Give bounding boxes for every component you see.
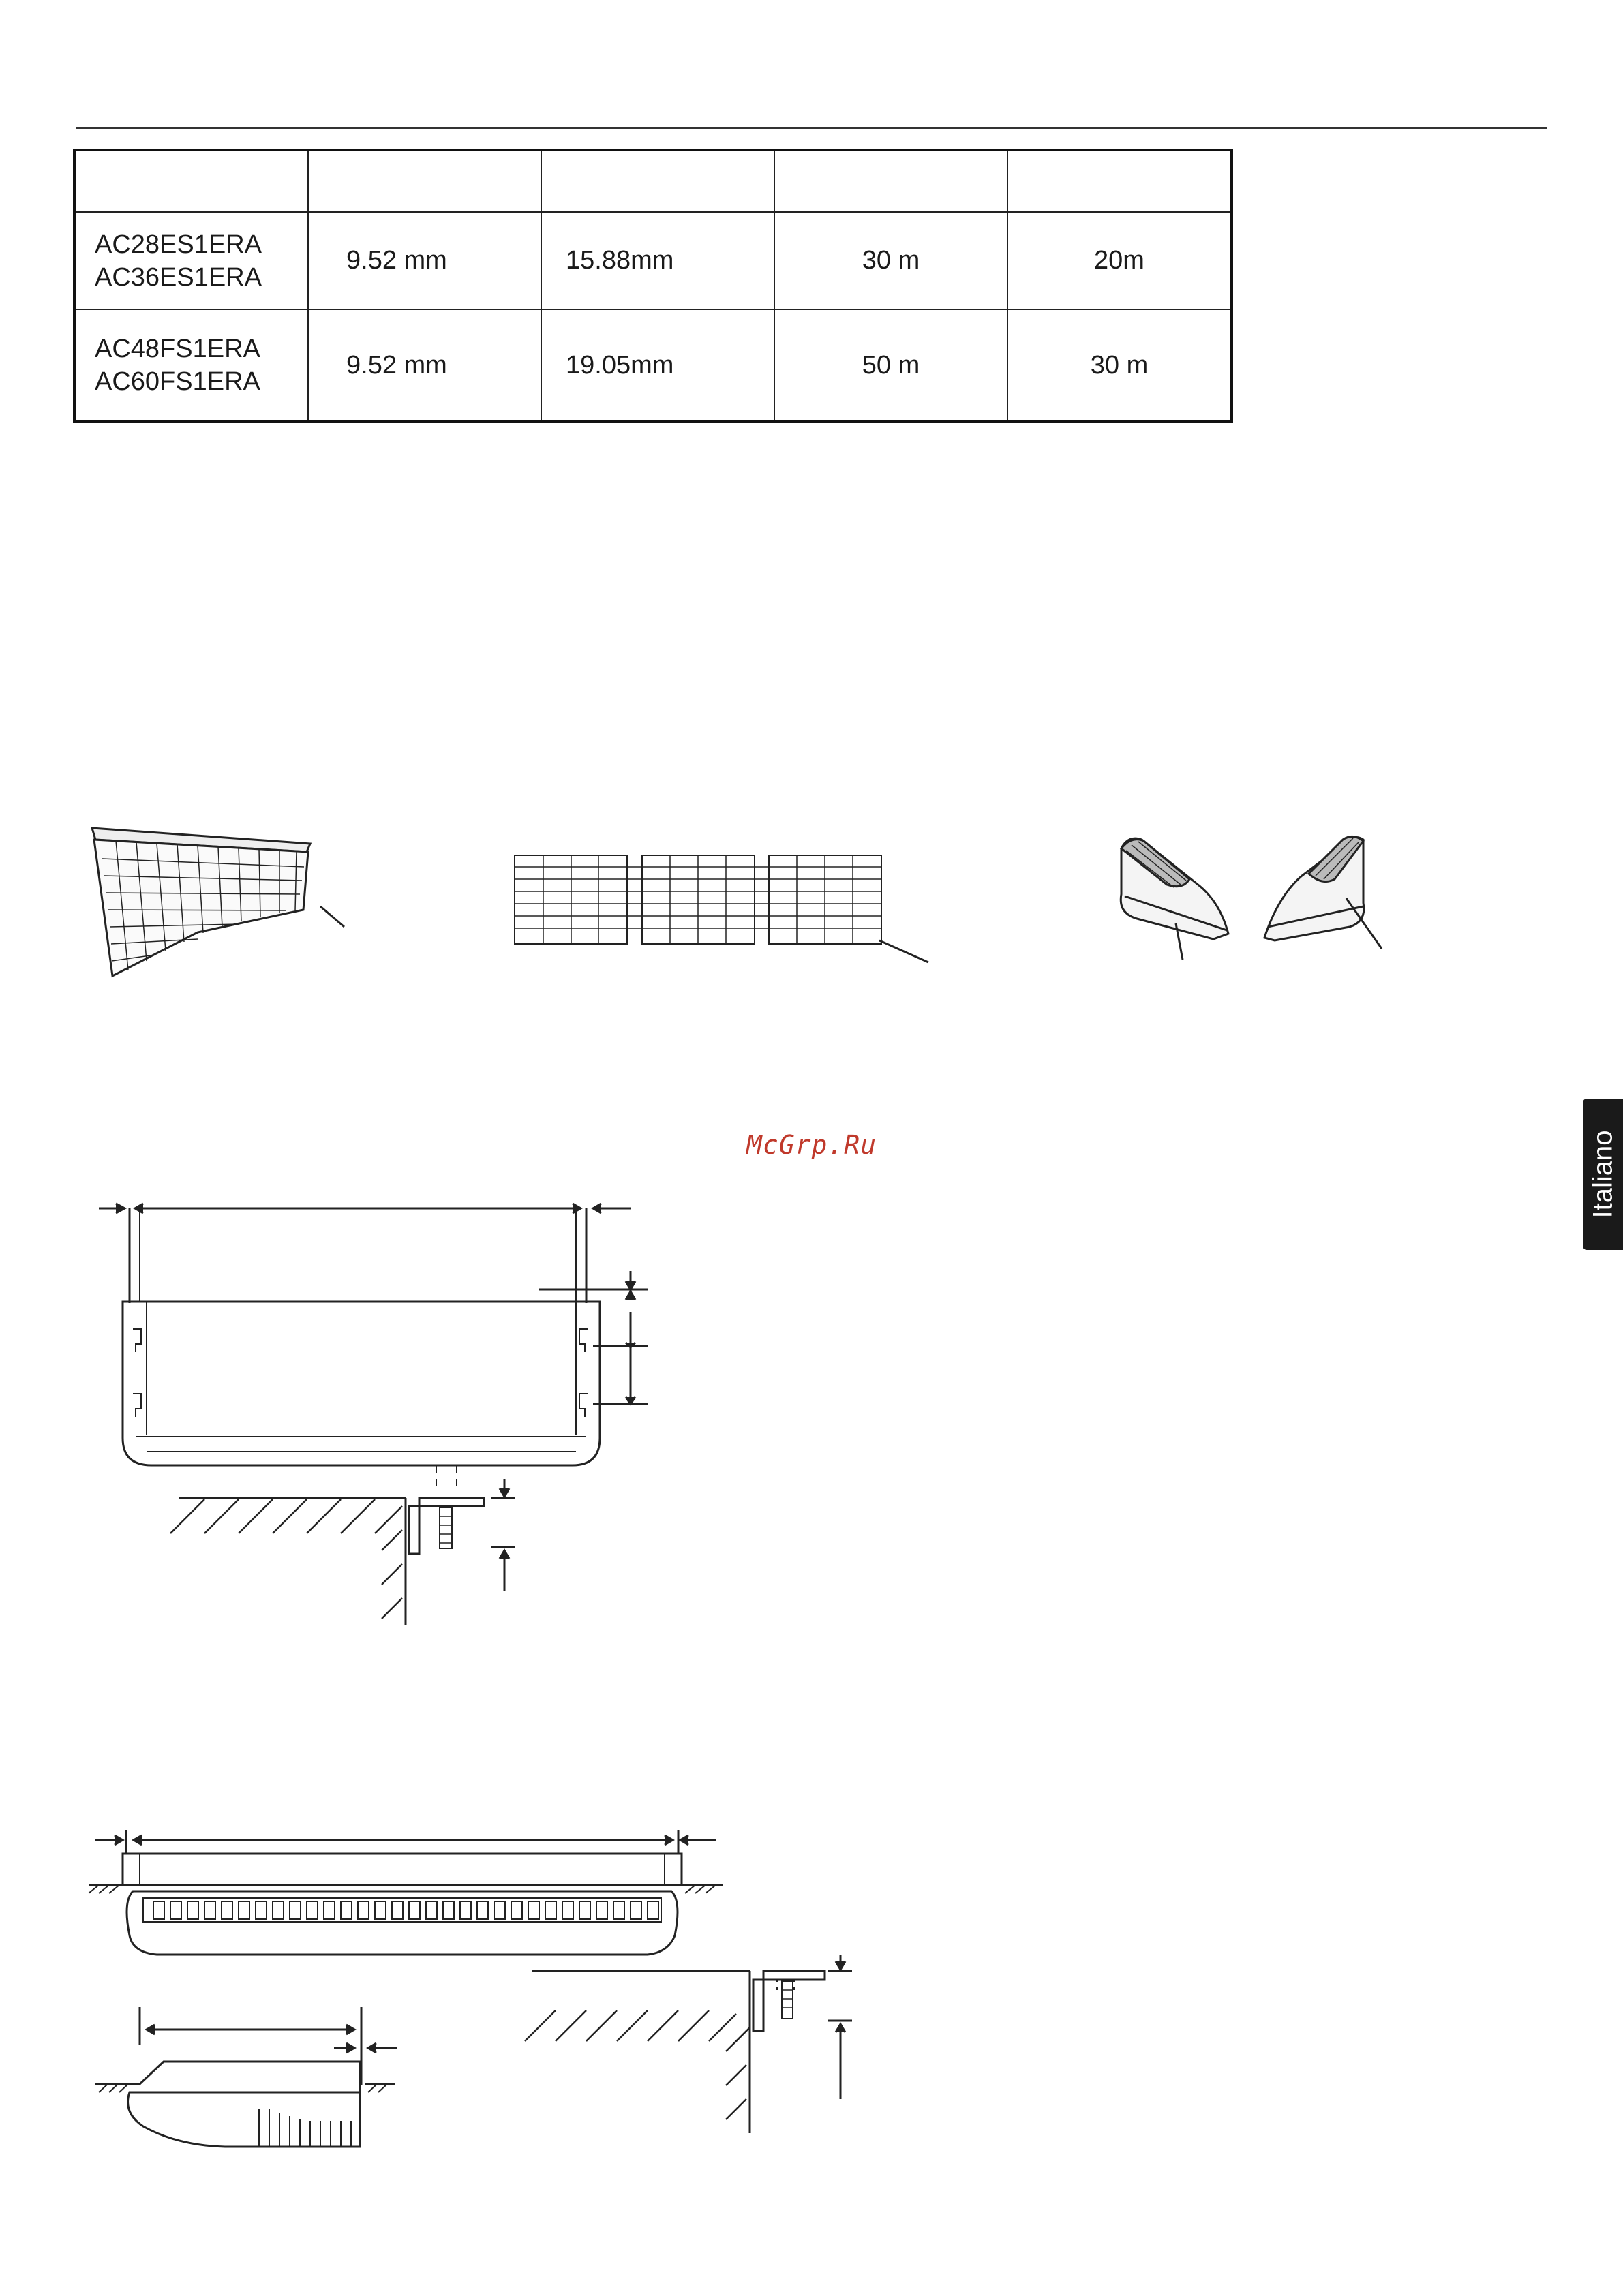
ceiling-mount-diagram bbox=[89, 1830, 723, 1955]
louver-slot bbox=[358, 1901, 369, 1919]
louver-slot bbox=[460, 1901, 471, 1919]
watermark: McGrp.Ru bbox=[746, 1130, 877, 1160]
air-filter-icon bbox=[92, 828, 344, 976]
louver-slot bbox=[409, 1901, 420, 1919]
language-tab bbox=[1583, 1099, 1623, 1250]
louver-slot bbox=[443, 1901, 454, 1919]
liquid-pipe-cell: 9.52 mm bbox=[308, 309, 541, 422]
language-label: Italiano bbox=[1588, 1130, 1618, 1219]
liquid-pipe-cell: 9.52 mm bbox=[308, 212, 541, 309]
louver-slot bbox=[648, 1901, 658, 1919]
max-length-cell: 50 m bbox=[774, 309, 1007, 422]
louver-slot bbox=[187, 1901, 198, 1919]
max-height-cell: 20m bbox=[1007, 212, 1232, 309]
louver-slot bbox=[545, 1901, 556, 1919]
model-name: AC28ES1ERA bbox=[95, 230, 262, 259]
louver-slot bbox=[239, 1901, 249, 1919]
model-name: AC48FS1ERA bbox=[95, 335, 260, 363]
louver-slot bbox=[494, 1901, 505, 1919]
louver-slot bbox=[596, 1901, 607, 1919]
side-view-diagram bbox=[95, 2007, 397, 2147]
louver-slot bbox=[477, 1901, 488, 1919]
model-name: AC36ES1ERA bbox=[95, 262, 262, 292]
louver-slot bbox=[341, 1901, 352, 1919]
louver-slot bbox=[426, 1901, 437, 1919]
louver-slot bbox=[204, 1901, 215, 1919]
louver-slot bbox=[613, 1901, 624, 1919]
louver-slot bbox=[631, 1901, 641, 1919]
louver-slot bbox=[307, 1901, 318, 1919]
louver-slot bbox=[170, 1901, 181, 1919]
louver-slot bbox=[375, 1901, 386, 1919]
louver-slot bbox=[392, 1901, 403, 1919]
model-name: AC60FS1ERA bbox=[95, 367, 260, 396]
max-height-cell: 30 m bbox=[1007, 309, 1232, 422]
bracket-detail-diagram bbox=[525, 1955, 852, 2133]
drain-plug-icon bbox=[1121, 836, 1382, 960]
louver-slot bbox=[324, 1901, 335, 1919]
wall-mount-diagram bbox=[99, 1204, 648, 1625]
louver-slot bbox=[562, 1901, 573, 1919]
gas-pipe-cell: 15.88mm bbox=[541, 212, 774, 309]
louver-slot bbox=[528, 1901, 539, 1919]
louver-slot bbox=[511, 1901, 522, 1919]
louver-slot bbox=[290, 1901, 301, 1919]
louver-slot bbox=[256, 1901, 267, 1919]
louver-slot bbox=[222, 1901, 232, 1919]
filter-mesh-icon bbox=[515, 855, 928, 962]
louver-slot bbox=[579, 1901, 590, 1919]
louver-slot bbox=[273, 1901, 284, 1919]
louver-slot bbox=[153, 1901, 164, 1919]
gas-pipe-cell: 19.05mm bbox=[541, 309, 774, 422]
max-length-cell: 30 m bbox=[774, 212, 1007, 309]
